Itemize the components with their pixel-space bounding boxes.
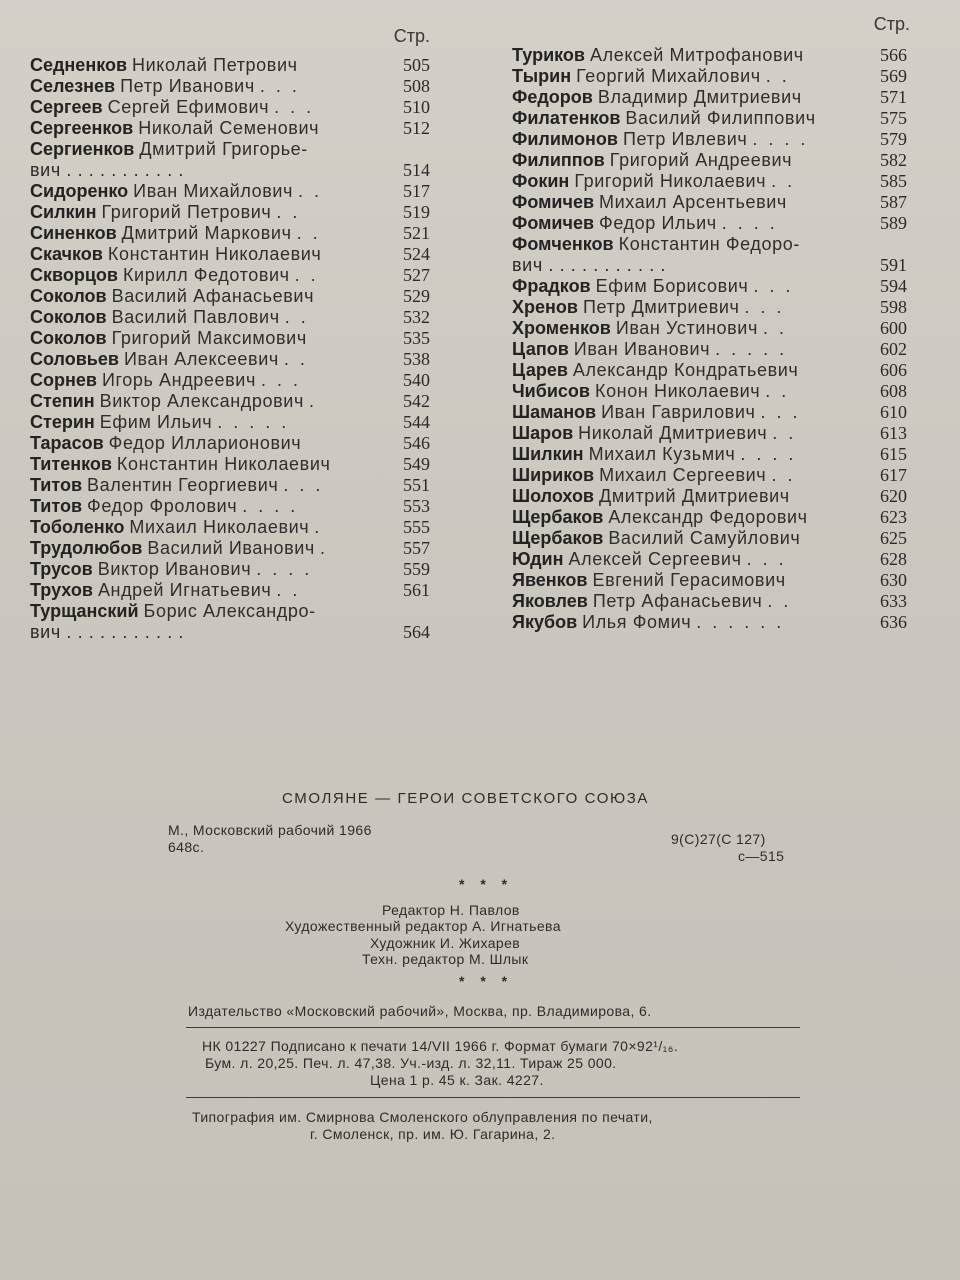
- leader-dots: . .: [284, 307, 309, 327]
- index-entry: [512, 486, 907, 507]
- entry-surname: Седненков: [30, 55, 128, 75]
- entry-page-number: 517: [403, 181, 430, 201]
- entry-surname: Титенков: [30, 454, 112, 474]
- entry-given-names: Дмитрий Маркович: [121, 223, 292, 243]
- entry-given-names: Иван Гаврилович: [601, 402, 756, 422]
- entry-surname: Стерин: [30, 412, 95, 432]
- art-editor-credit: Художественный редактор А. Игнатьева: [285, 918, 561, 934]
- entry-page-number: 620: [880, 486, 907, 506]
- entry-given-names: Кирилл Федотович: [122, 265, 290, 285]
- entry-given-names: Василий Афанасьевич: [111, 286, 315, 306]
- index-entry: [30, 244, 430, 265]
- entry-page-number: 532: [403, 307, 430, 327]
- entry-surname: Трухов: [30, 580, 93, 600]
- index-entry: [512, 402, 907, 423]
- entry-page-number: 566: [880, 45, 907, 65]
- entry-page-number: 540: [403, 370, 430, 390]
- entry-continuation: вич . . . . . . . . . . .: [30, 622, 185, 642]
- index-entry: [30, 580, 430, 601]
- entry-page-number: 555: [403, 517, 430, 537]
- index-entry: [30, 76, 430, 97]
- entry-page-number: 623: [880, 507, 907, 527]
- entry-surname: Соколов: [30, 328, 107, 348]
- entry-given-names: Григорий Максимович: [111, 328, 307, 348]
- entry-page-number: 617: [880, 465, 907, 485]
- entry-page-number: 628: [880, 549, 907, 569]
- leader-dots: . .: [771, 465, 796, 485]
- entry-surname: Щербаков: [512, 528, 604, 548]
- entry-page-number: 606: [880, 360, 907, 380]
- entry-given-names: Иван Иванович: [573, 339, 711, 359]
- entry-surname: Селезнев: [30, 76, 116, 96]
- entry-page-number: 608: [880, 381, 907, 401]
- leader-dots: . . . .: [740, 444, 797, 464]
- index-entry: [512, 297, 907, 318]
- entry-given-names: Григорий Петрович: [101, 202, 272, 222]
- entry-given-names: Александр Федорович: [608, 507, 808, 527]
- publisher-line: М., Московский рабочий 1966: [168, 822, 372, 838]
- entry-given-names: Андрей Игнатьевич: [97, 580, 272, 600]
- leader-dots: .: [314, 517, 323, 537]
- entry-page-number: 521: [403, 223, 430, 243]
- entry-given-names: Дмитрий Григорье-: [139, 139, 308, 159]
- entry-page-number: 575: [880, 108, 907, 128]
- divider: [186, 1027, 800, 1028]
- entry-surname: Сидоренко: [30, 181, 129, 201]
- index-entry: [30, 559, 430, 580]
- book-title: СМОЛЯНЕ — ГЕРОИ СОВЕТСКОГО СОЮЗА: [282, 790, 650, 807]
- entry-given-names: Иван Устинович: [615, 318, 758, 338]
- entry-surname: Чибисов: [512, 381, 590, 401]
- entry-surname: Тоболенко: [30, 517, 125, 537]
- entry-surname: Цапов: [512, 339, 569, 359]
- entry-surname: Шаров: [512, 423, 574, 443]
- entry-surname: Фокин: [512, 171, 570, 191]
- entry-page-number: 598: [880, 297, 907, 317]
- entry-page-number: 591: [880, 255, 907, 275]
- entry-surname: Скворцов: [30, 265, 118, 285]
- leader-dots: . . .: [274, 97, 315, 117]
- entry-given-names: Константин Николаевич: [116, 454, 331, 474]
- index-entry: [512, 465, 907, 486]
- entry-page-number: 585: [880, 171, 907, 191]
- entry-page-number: 561: [403, 580, 430, 600]
- editor-credit: Редактор Н. Павлов: [382, 902, 520, 918]
- entry-page-number: 571: [880, 87, 907, 107]
- entry-surname: Тарасов: [30, 433, 104, 453]
- entry-given-names: Борис Александро-: [143, 601, 316, 621]
- leader-dots: . .: [772, 423, 797, 443]
- leader-dots: . .: [767, 591, 792, 611]
- entry-given-names: Василий Иванович: [147, 538, 315, 558]
- index-entry: [30, 55, 430, 76]
- entry-page-number: 594: [880, 276, 907, 296]
- leader-dots: . .: [276, 580, 301, 600]
- entry-surname: Сергеенков: [30, 118, 134, 138]
- entry-page-number: 508: [403, 76, 430, 96]
- index-entry: [512, 276, 907, 297]
- publishing-house: Издательство «Московский рабочий», Москва, пр. Владимирова, 6.: [188, 1003, 652, 1019]
- index-entry: [30, 181, 430, 202]
- entry-given-names: Григорий Николаевич: [574, 171, 767, 191]
- leader-dots: . .: [296, 223, 321, 243]
- index-entry: [512, 45, 907, 66]
- entry-surname: Степин: [30, 391, 95, 411]
- index-entry: [512, 381, 907, 402]
- entry-surname: Турщанский: [30, 601, 139, 621]
- entry-page-number: 569: [880, 66, 907, 86]
- entry-given-names: Василий Павлович: [111, 307, 280, 327]
- leader-dots: . .: [765, 381, 790, 401]
- index-entry: [512, 612, 907, 633]
- leader-dots: . .: [276, 202, 301, 222]
- entry-given-names: Иван Михайлович: [133, 181, 294, 201]
- entry-surname: Якубов: [512, 612, 578, 632]
- entry-page-number: 514: [403, 160, 430, 180]
- entry-given-names: Михаил Кузьмич: [588, 444, 736, 464]
- print-details-3: Цена 1 р. 45 к. Зак. 4227.: [370, 1072, 544, 1088]
- index-entry: [512, 234, 907, 276]
- entry-given-names: Ефим Борисович: [595, 276, 749, 296]
- index-entry: [512, 591, 907, 612]
- leader-dots: . . . . . .: [696, 612, 785, 632]
- entry-surname: Филиппов: [512, 150, 605, 170]
- entry-surname: Филатенков: [512, 108, 621, 128]
- entry-continuation: вич . . . . . . . . . . .: [512, 255, 667, 275]
- entry-page-number: 505: [403, 55, 430, 75]
- index-entry: [30, 328, 430, 349]
- entry-given-names: Николай Петрович: [132, 55, 298, 75]
- entry-given-names: Федор Илларионович: [108, 433, 302, 453]
- entry-page-number: 524: [403, 244, 430, 264]
- index-entry: [30, 412, 430, 433]
- entry-page-number: 564: [403, 622, 430, 642]
- leader-dots: . . .: [283, 475, 324, 495]
- entry-surname: Явенков: [512, 570, 588, 590]
- index-entry: [512, 87, 907, 108]
- entry-given-names: Илья Фомич: [582, 612, 692, 632]
- index-entry: [512, 108, 907, 129]
- entry-given-names: Алексей Сергеевич: [568, 549, 742, 569]
- entry-surname: Туриков: [512, 45, 585, 65]
- entry-page-number: 546: [403, 433, 430, 453]
- divider: [186, 1097, 800, 1098]
- entry-surname: Титов: [30, 475, 83, 495]
- index-entry: [512, 444, 907, 465]
- entry-page-number: 519: [403, 202, 430, 222]
- entry-page-number: 615: [880, 444, 907, 464]
- leader-dots: . . .: [259, 76, 300, 96]
- entry-surname: Соловьев: [30, 349, 119, 369]
- index-entry: [30, 118, 430, 139]
- leader-dots: . . . .: [242, 496, 299, 516]
- leader-dots: . . . .: [256, 559, 313, 579]
- leader-dots: . . . . .: [715, 339, 788, 359]
- entry-page-number: 549: [403, 454, 430, 474]
- entry-given-names: Константин Николаевич: [107, 244, 322, 264]
- entry-given-names: Конон Николаевич: [594, 381, 761, 401]
- index-entry: [30, 538, 430, 559]
- entry-given-names: Дмитрий Дмитриевич: [599, 486, 790, 506]
- separator-stars: * * *: [459, 876, 514, 892]
- leader-dots: . . .: [753, 276, 794, 296]
- entry-given-names: Михаил Николаевич: [129, 517, 310, 537]
- index-entry: [512, 423, 907, 444]
- entry-given-names: Василий Филиппович: [625, 108, 816, 128]
- entry-given-names: Петр Ивлевич: [622, 129, 748, 149]
- index-entry: [30, 391, 430, 412]
- entry-surname: Шолохов: [512, 486, 595, 506]
- entry-surname: Шилкин: [512, 444, 584, 464]
- page-column-header: Стр.: [873, 14, 910, 34]
- index-entry: [512, 318, 907, 339]
- page-column-header: Стр.: [393, 26, 430, 46]
- entry-page-number: 529: [403, 286, 430, 306]
- separator-stars: * * *: [459, 973, 514, 989]
- entry-page-number: 589: [880, 213, 907, 233]
- entry-surname: Титов: [30, 496, 83, 516]
- leader-dots: . .: [762, 318, 787, 338]
- entry-surname: Соколов: [30, 286, 107, 306]
- index-entry: [30, 286, 430, 307]
- index-entry: [30, 433, 430, 454]
- entry-given-names: Сергей Ефимович: [107, 97, 270, 117]
- catalog-code: с—515: [738, 848, 785, 864]
- leader-dots: . . .: [260, 370, 301, 390]
- entry-surname: Трусов: [30, 559, 93, 579]
- leader-dots: . .: [298, 181, 323, 201]
- typography-line-1: Типография им. Смирнова Смоленского облуправления по печати,: [192, 1109, 653, 1125]
- entry-page-number: 613: [880, 423, 907, 443]
- entry-surname: Юдин: [512, 549, 564, 569]
- entry-surname: Фомичев: [512, 213, 595, 233]
- entry-surname: Фомченков: [512, 234, 614, 254]
- entry-page-number: 625: [880, 528, 907, 548]
- leader-dots: . . . .: [721, 213, 778, 233]
- entry-given-names: Алексей Митрофанович: [590, 45, 804, 65]
- entry-given-names: Георгий Михайлович: [576, 66, 761, 86]
- index-entry: [512, 66, 907, 87]
- print-details-1: НК 01227 Подписано к печати 14/VII 1966 г. Формат бумаги 70×92¹/₁₆.: [202, 1038, 679, 1054]
- entry-given-names: Николай Дмитриевич: [578, 423, 768, 443]
- entry-surname: Яковлев: [512, 591, 588, 611]
- entry-surname: Трудолюбов: [30, 538, 143, 558]
- entry-given-names: Ефим Ильич: [99, 412, 213, 432]
- entry-page-number: 610: [880, 402, 907, 422]
- entry-page-number: 557: [403, 538, 430, 558]
- index-entry: [512, 570, 907, 591]
- typography-line-2: г. Смоленск, пр. им. Ю. Гагарина, 2.: [310, 1126, 556, 1142]
- leader-dots: . . .: [760, 402, 801, 422]
- entry-surname: Сорнев: [30, 370, 97, 390]
- index-entry: [512, 549, 907, 570]
- leader-dots: . .: [294, 265, 319, 285]
- entry-page-number: 527: [403, 265, 430, 285]
- entry-page-number: 510: [403, 97, 430, 117]
- entry-given-names: Петр Дмитриевич: [582, 297, 740, 317]
- entry-surname: Царев: [512, 360, 568, 380]
- entry-page-number: 535: [403, 328, 430, 348]
- index-entry: [512, 213, 907, 234]
- entry-surname: Федоров: [512, 87, 593, 107]
- leader-dots: . . . .: [752, 129, 809, 149]
- print-details-2: Бум. л. 20,25. Печ. л. 47,38. Уч.-изд. л. 32,11. Тираж 25 000.: [205, 1055, 617, 1071]
- entry-given-names: Федор Фролович: [87, 496, 238, 516]
- entry-surname: Тырин: [512, 66, 572, 86]
- entry-page-number: 512: [403, 118, 430, 138]
- entry-given-names: Петр Иванович: [120, 76, 255, 96]
- entry-surname: Филимонов: [512, 129, 618, 149]
- index-entry: [30, 601, 430, 643]
- entry-given-names: Владимир Дмитриевич: [597, 87, 802, 107]
- entry-page-number: 544: [403, 412, 430, 432]
- entry-page-number: 538: [403, 349, 430, 369]
- entry-surname: Синенков: [30, 223, 117, 243]
- entry-page-number: 587: [880, 192, 907, 212]
- entry-given-names: Александр Кондратьевич: [572, 360, 799, 380]
- entry-surname: Сергеев: [30, 97, 103, 117]
- entry-page-number: 559: [403, 559, 430, 579]
- entry-given-names: Евгений Герасимович: [592, 570, 786, 590]
- entry-surname: Скачков: [30, 244, 103, 264]
- entry-continuation: вич . . . . . . . . . . .: [30, 160, 185, 180]
- entry-page-number: 633: [880, 591, 907, 611]
- entry-page-number: 602: [880, 339, 907, 359]
- entry-given-names: Валентин Георгиевич: [87, 475, 279, 495]
- index-entry: [30, 475, 430, 496]
- index-entry: [512, 528, 907, 549]
- entry-surname: Хренов: [512, 297, 578, 317]
- entry-surname: Сергиенков: [30, 139, 135, 159]
- entry-given-names: Михаил Сергеевич: [599, 465, 767, 485]
- index-entry: [30, 307, 430, 328]
- entry-page-number: 636: [880, 612, 907, 632]
- entry-surname: Шаманов: [512, 402, 597, 422]
- entry-given-names: Федор Ильич: [599, 213, 717, 233]
- index-entry: [30, 496, 430, 517]
- entry-given-names: Иван Алексеевич: [123, 349, 279, 369]
- index-entry: [30, 223, 430, 244]
- index-entry: [30, 454, 430, 475]
- entry-given-names: Николай Семенович: [138, 118, 320, 138]
- entry-given-names: Константин Федоро-: [618, 234, 800, 254]
- entry-page-number: 582: [880, 150, 907, 170]
- leader-dots: .: [308, 391, 317, 411]
- index-entry: [30, 370, 430, 391]
- index-entry: [30, 202, 430, 223]
- entry-surname: Фрадков: [512, 276, 591, 296]
- index-entry: [512, 339, 907, 360]
- index-entry: [512, 171, 907, 192]
- index-entry: [30, 517, 430, 538]
- entry-page-number: 630: [880, 570, 907, 590]
- leader-dots: . . .: [746, 549, 787, 569]
- page-count: 648с.: [168, 839, 205, 855]
- entry-page-number: 600: [880, 318, 907, 338]
- leader-dots: . . .: [744, 297, 785, 317]
- entry-surname: Силкин: [30, 202, 97, 222]
- entry-given-names: Василий Самуйлович: [608, 528, 801, 548]
- index-entry: [512, 192, 907, 213]
- entry-surname: Хроменков: [512, 318, 611, 338]
- entry-page-number: 553: [403, 496, 430, 516]
- index-entry: [512, 360, 907, 381]
- index-entry: [512, 150, 907, 171]
- leader-dots: . .: [283, 349, 308, 369]
- index-entry: [512, 129, 907, 150]
- entry-given-names: Игорь Андреевич: [101, 370, 256, 390]
- entry-given-names: Григорий Андреевич: [609, 150, 793, 170]
- leader-dots: . .: [765, 66, 790, 86]
- entry-surname: Шириков: [512, 465, 595, 485]
- artist-credit: Художник И. Жихарев: [370, 935, 521, 951]
- entry-surname: Фомичев: [512, 192, 595, 212]
- leader-dots: . .: [771, 171, 796, 191]
- entry-surname: Соколов: [30, 307, 107, 327]
- index-entry: [512, 507, 907, 528]
- entry-given-names: Михаил Арсентьевич: [599, 192, 787, 212]
- entry-given-names: Виктор Иванович: [97, 559, 252, 579]
- entry-page-number: 551: [403, 475, 430, 495]
- entry-surname: Щербаков: [512, 507, 604, 527]
- leader-dots: . . . . .: [217, 412, 290, 432]
- index-entry: [30, 139, 430, 181]
- index-entry: [30, 97, 430, 118]
- entry-given-names: Петр Афанасьевич: [592, 591, 763, 611]
- tech-editor-credit: Техн. редактор М. Шлык: [362, 951, 529, 967]
- index-entry: [30, 349, 430, 370]
- classification-code: 9(С)27(С 127): [671, 831, 766, 847]
- index-entry: [30, 265, 430, 286]
- leader-dots: .: [319, 538, 328, 558]
- entry-given-names: Виктор Александрович: [99, 391, 304, 411]
- entry-page-number: 579: [880, 129, 907, 149]
- entry-page-number: 542: [403, 391, 430, 411]
